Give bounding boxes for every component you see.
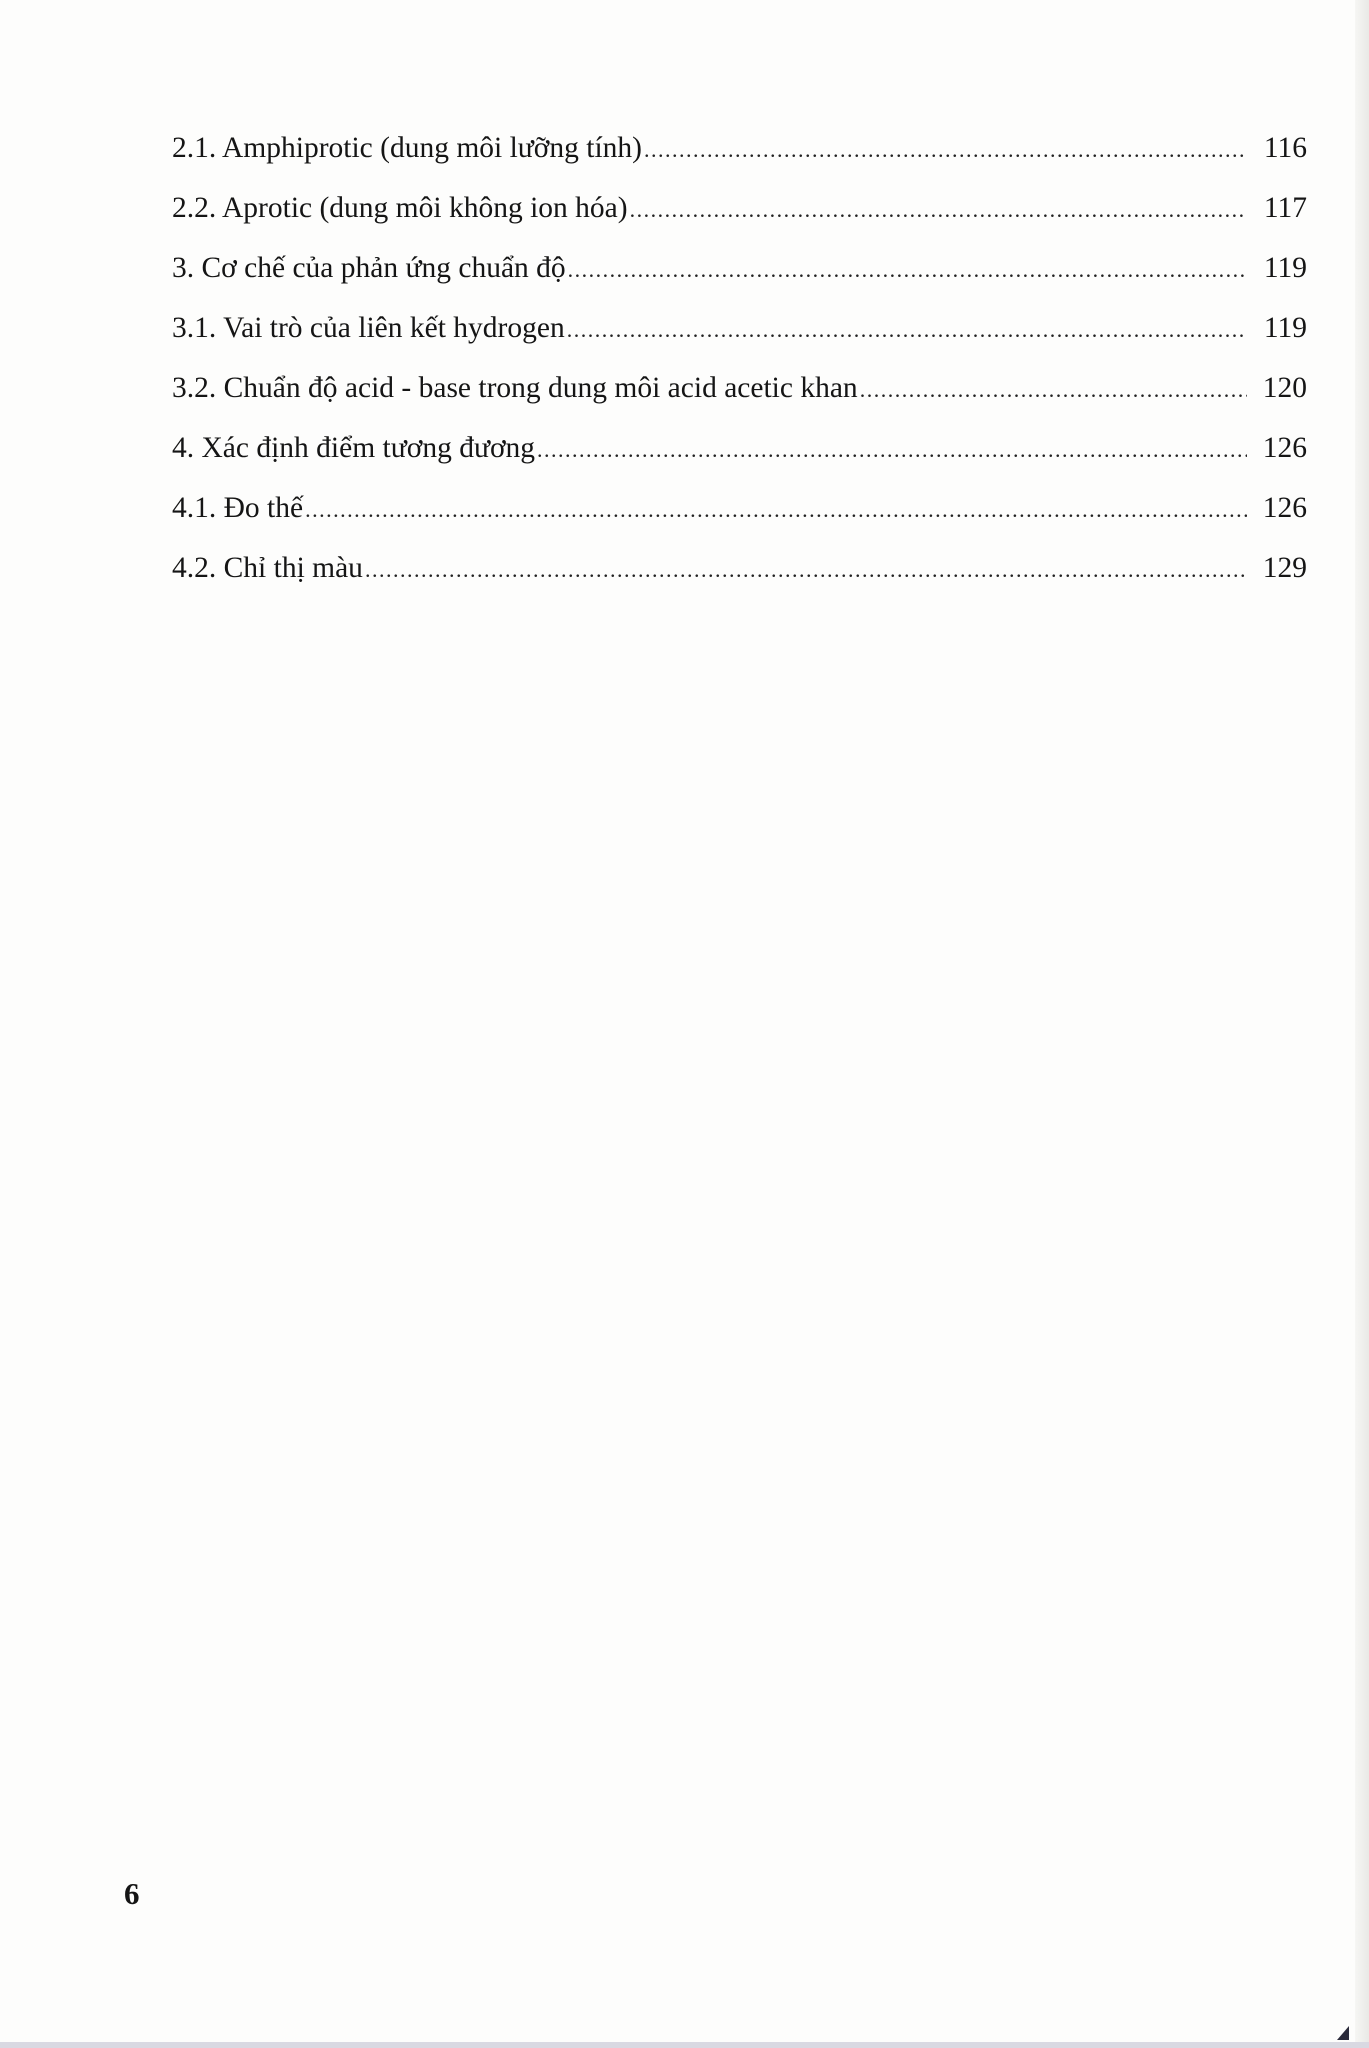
toc-entry-page: 120 xyxy=(1262,372,1307,404)
toc-entry-label: 4.1. Đo thế xyxy=(172,492,304,524)
toc-dot-leader xyxy=(537,420,1247,480)
page-number: 6 xyxy=(124,1876,140,1911)
toc-entry-page: 116 xyxy=(1263,132,1307,164)
toc-entry xyxy=(172,358,1307,418)
toc-dot-leader xyxy=(860,360,1247,420)
toc-dot-leader xyxy=(365,540,1247,600)
corner-triangle-icon xyxy=(1337,2026,1349,2040)
toc-dot-leader xyxy=(568,240,1247,300)
toc-entry xyxy=(172,478,1307,538)
toc-entry xyxy=(172,418,1307,478)
page-edge-shadow xyxy=(1355,0,1369,2048)
toc-entry-label: 4. Xác định điểm tương đương xyxy=(172,432,536,464)
toc-entry-label: 2.2. Aprotic (dung môi không ion hóa) xyxy=(172,192,628,224)
toc-dot-leader xyxy=(567,300,1247,360)
toc-entry-page: 126 xyxy=(1262,432,1307,464)
toc-entry-page: 119 xyxy=(1263,252,1307,284)
toc-entry-page: 126 xyxy=(1262,492,1307,524)
toc-entry xyxy=(172,238,1307,298)
toc-entry-label: 3.1. Vai trò của liên kết hydrogen xyxy=(172,312,565,344)
toc-entry xyxy=(172,298,1307,358)
toc-entry-label: 3. Cơ chế của phản ứng chuẩn độ xyxy=(172,252,566,284)
toc-entry-label: 3.2. Chuẩn độ acid - base trong dung môi acid acetic khan xyxy=(172,372,858,404)
toc-entry xyxy=(172,178,1307,238)
page-bottom-edge xyxy=(0,2042,1369,2048)
toc-dot-leader xyxy=(630,180,1247,240)
toc-entry xyxy=(172,538,1307,598)
toc-dot-leader xyxy=(644,120,1247,180)
toc-entry-label: 2.1. Amphiprotic (dung môi lưỡng tính) xyxy=(172,132,642,164)
toc-entry xyxy=(172,118,1307,178)
table-of-contents xyxy=(172,118,1307,598)
toc-entry-page: 119 xyxy=(1263,312,1307,344)
toc-entry-page: 117 xyxy=(1263,192,1307,224)
toc-entry-page: 129 xyxy=(1262,552,1307,584)
toc-dot-leader xyxy=(305,480,1247,540)
toc-entry-label: 4.2. Chỉ thị màu xyxy=(172,552,363,584)
